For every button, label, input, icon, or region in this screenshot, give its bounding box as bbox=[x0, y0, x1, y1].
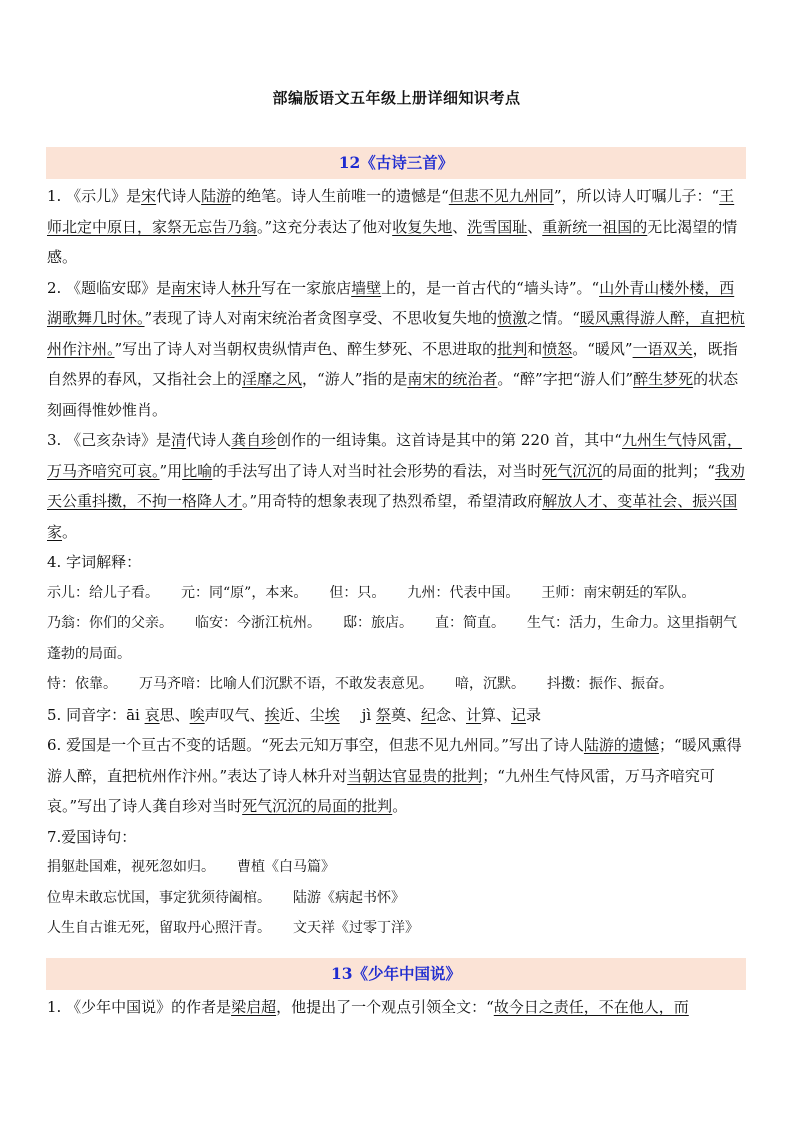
underlined-text: 陆游 bbox=[201, 187, 232, 205]
underlined-text: 一语双关 bbox=[632, 339, 693, 358]
text: 1. 《少年中国说》的作者是 bbox=[47, 998, 232, 1016]
gloss-item: 示儿：给儿子看。 bbox=[47, 584, 159, 601]
underlined-text: 醉生梦死 bbox=[633, 370, 694, 388]
paragraph-2 bbox=[47, 273, 747, 426]
underlined-char: 唉 bbox=[189, 705, 205, 724]
underlined-char: 计 bbox=[465, 705, 481, 724]
section-12-body bbox=[47, 181, 747, 944]
text: 、 bbox=[452, 217, 468, 236]
text: 算、 bbox=[481, 705, 512, 724]
gloss-item: 喑，沉默。 bbox=[455, 676, 525, 692]
underlined-text: 批判 bbox=[497, 339, 528, 358]
gloss-line-2 bbox=[47, 608, 747, 669]
text: ”，所以诗人叮嘱儿子：“ bbox=[553, 187, 720, 205]
underlined-text: 暖风熏得游人醉，直把杭州作汴州。 bbox=[47, 309, 745, 358]
text: 。 bbox=[392, 797, 408, 815]
text: ，既指自然界的春风，又指社会上的 bbox=[47, 339, 738, 388]
paragraph-1 bbox=[47, 992, 747, 1023]
paragraph-7-heading: 7.爱国诗句： bbox=[47, 827, 137, 846]
underlined-text: 南宋的统治者 bbox=[407, 370, 498, 388]
text: 的绝笔。诗人生前唯一的遗憾是“ bbox=[231, 187, 449, 205]
underlined-text: 愤激 bbox=[497, 309, 528, 327]
underlined-text: 龚自珍 bbox=[231, 431, 277, 449]
poem-source: 曹植《白马篇》 bbox=[237, 859, 335, 875]
text: 的手法写出了诗人对当时社会形势的看法，对当时 bbox=[212, 461, 543, 480]
text: ”写出了诗人对当朝权贵纵情声色、醉生梦死、不思进取的 bbox=[114, 339, 498, 358]
underlined-text: 清 bbox=[171, 431, 187, 449]
gloss-item: 生气：活力，生命力。这里指朝气蓬勃的局面。 bbox=[47, 615, 737, 662]
underlined-text: 梁启超 bbox=[231, 998, 277, 1016]
poem-source: 文天祥《过零丁洋》 bbox=[293, 920, 419, 936]
gloss-line-3 bbox=[47, 669, 747, 700]
text: 代诗人 bbox=[186, 431, 232, 449]
text: 诗人 bbox=[201, 278, 232, 297]
poem-verse: 人生自古谁无死，留取丹心照汗青。 bbox=[47, 920, 271, 936]
text: 无比渴望的情感。 bbox=[47, 217, 738, 266]
section-heading-12: 12《古诗三首》 bbox=[46, 147, 746, 179]
text: ，他提出了一个观点引领全文：“ bbox=[276, 998, 494, 1016]
underlined-text: 愤怒 bbox=[542, 339, 573, 358]
underlined-text: 陆游的遗憾 bbox=[583, 736, 659, 754]
gloss-item: 恃：依靠。 bbox=[47, 676, 117, 692]
gloss-item: 邸：旅店。 bbox=[343, 615, 413, 631]
text: 的局面的批判；“ bbox=[602, 461, 715, 480]
gloss-item: 元：同“原”，本来。 bbox=[181, 584, 308, 601]
text: 2. 《题临安邸》是 bbox=[47, 278, 172, 297]
text: 代诗人 bbox=[156, 187, 202, 205]
poem-verse: 捐躯赴国难，视死忽如归。 bbox=[47, 859, 215, 875]
gloss-item: 万马齐喑：比喻人们沉默不语，不敢发表意见。 bbox=[139, 676, 433, 692]
text: 上的，是一首古代的“墙头诗”。“ bbox=[381, 278, 600, 297]
section-13-body bbox=[47, 992, 747, 1023]
text: 。“醉”字把“游人们” bbox=[497, 370, 634, 388]
text: 近、尘 bbox=[279, 705, 325, 724]
text: 创作的一组诗集。这首诗是其中的第 220 首，其中“ bbox=[276, 431, 622, 449]
gloss-line-1 bbox=[47, 578, 747, 609]
underlined-char: 记 bbox=[511, 705, 527, 724]
text: 声叹气、 bbox=[204, 705, 265, 724]
text: 。”用奇特的想象表现了热烈希望，希望清政府 bbox=[242, 492, 543, 510]
underlined-text: 九州生气恃风雷，万马齐喑究可哀。 bbox=[47, 431, 742, 480]
paragraph-6 bbox=[47, 730, 747, 822]
text: 6. 爱国是一个亘古不变的话题。“死去元知万事空，但悲不见九州同。”写出了诗人 bbox=[47, 736, 584, 754]
underlined-text: 林升 bbox=[231, 278, 262, 297]
underlined-text: 比喻 bbox=[182, 461, 213, 480]
underlined-text: 故今日之责任，不在他人，而 bbox=[493, 998, 689, 1016]
poem-line-1 bbox=[47, 852, 747, 883]
gloss-item: 临安：今浙江杭州。 bbox=[195, 615, 321, 631]
underlined-text: 洗雪国耻 bbox=[467, 217, 528, 236]
underlined-char: 纪 bbox=[420, 705, 436, 724]
text: ；“暖风熏得游人醉，直把杭州作汴州。”表达了诗人林升对 bbox=[47, 736, 742, 785]
text: 思、 bbox=[159, 705, 190, 724]
text: 念、 bbox=[435, 705, 466, 724]
text: jì bbox=[361, 705, 376, 724]
paragraph-1 bbox=[47, 181, 747, 273]
underlined-text: 宋 bbox=[141, 187, 157, 205]
underlined-char: 埃 bbox=[324, 705, 340, 724]
gloss-item: 直：简直。 bbox=[435, 615, 505, 631]
text: 奠、 bbox=[390, 705, 421, 724]
underlined-text: 我劝天公重抖擞，不拘一格降人才 bbox=[47, 461, 745, 510]
underlined-text: 重新统一祖国的 bbox=[542, 217, 648, 236]
underlined-text: 但悲不见九州同 bbox=[448, 187, 554, 205]
underlined-text: 死气沉沉 bbox=[542, 461, 603, 480]
text: 5. 同音字：āi bbox=[47, 705, 145, 724]
underlined-text: 墙壁 bbox=[351, 278, 382, 297]
poem-line-3 bbox=[47, 913, 747, 944]
text: 1. 《示儿》是 bbox=[47, 187, 142, 205]
text: ，“游人”指的是 bbox=[302, 370, 408, 388]
text: 。“暖风” bbox=[572, 339, 633, 358]
underlined-text: 山外青山楼外楼，西湖歌舞几时休。 bbox=[47, 278, 735, 327]
gloss-item: 乃翁：你们的父亲。 bbox=[47, 615, 173, 631]
gloss-item: 王师：南宋朝廷的军队。 bbox=[541, 584, 696, 601]
text: 录 bbox=[526, 705, 542, 724]
gloss-item: 抖擞：振作、振奋。 bbox=[547, 676, 673, 692]
underlined-char: 哀 bbox=[144, 705, 160, 724]
text: ”表现了诗人对南宋统治者贪图享受、不思收复失地的 bbox=[144, 309, 498, 327]
text: 和 bbox=[527, 339, 543, 358]
text: 之情。“ bbox=[527, 309, 580, 327]
text: 、 bbox=[527, 217, 543, 236]
underlined-char: 挨 bbox=[264, 705, 280, 724]
underlined-text: 王师北定中原日，家祭无忘告乃翁 bbox=[47, 187, 735, 236]
poem-source: 陆游《病起书怀》 bbox=[293, 889, 405, 906]
text: ；“九州生气恃风雷，万马齐喑究可哀。”写出了诗人龚自珍对当时 bbox=[47, 766, 715, 815]
section-heading-13: 13《少年中国说》 bbox=[46, 958, 746, 990]
underlined-text: 死气沉沉的局面的批判 bbox=[242, 797, 393, 815]
paragraph-4-heading: 4. 字词解释： bbox=[47, 553, 142, 571]
underlined-text: 南宋 bbox=[171, 278, 202, 297]
text: ”用 bbox=[159, 461, 183, 480]
text: 写在一家旅店 bbox=[261, 278, 352, 297]
text: 。”这充分表达了他对 bbox=[257, 217, 393, 236]
text: 3. 《己亥杂诗》是 bbox=[47, 431, 172, 449]
underlined-text: 收复失地 bbox=[392, 217, 453, 236]
document-title: 部编版语文五年级上册详细知识考点 bbox=[272, 89, 521, 107]
poem-verse: 位卑未敢忘忧国，事定犹须待阖棺。 bbox=[47, 889, 271, 906]
underlined-text: 淫靡之风 bbox=[242, 370, 303, 388]
poem-line-2 bbox=[47, 883, 747, 914]
paragraph-5 bbox=[47, 700, 747, 731]
paragraph-3 bbox=[47, 425, 747, 547]
text: 的状态刻画得惟妙惟肖。 bbox=[47, 370, 739, 419]
text: 。 bbox=[62, 522, 78, 541]
underlined-text: 当朝达官显贵的批判 bbox=[347, 766, 483, 785]
underlined-text: 解放人才、变革社会、振兴国家 bbox=[47, 492, 738, 541]
underlined-char: 祭 bbox=[375, 705, 391, 724]
gloss-item: 九州：代表中国。 bbox=[407, 584, 520, 601]
gloss-item: 但：只。 bbox=[329, 584, 386, 601]
